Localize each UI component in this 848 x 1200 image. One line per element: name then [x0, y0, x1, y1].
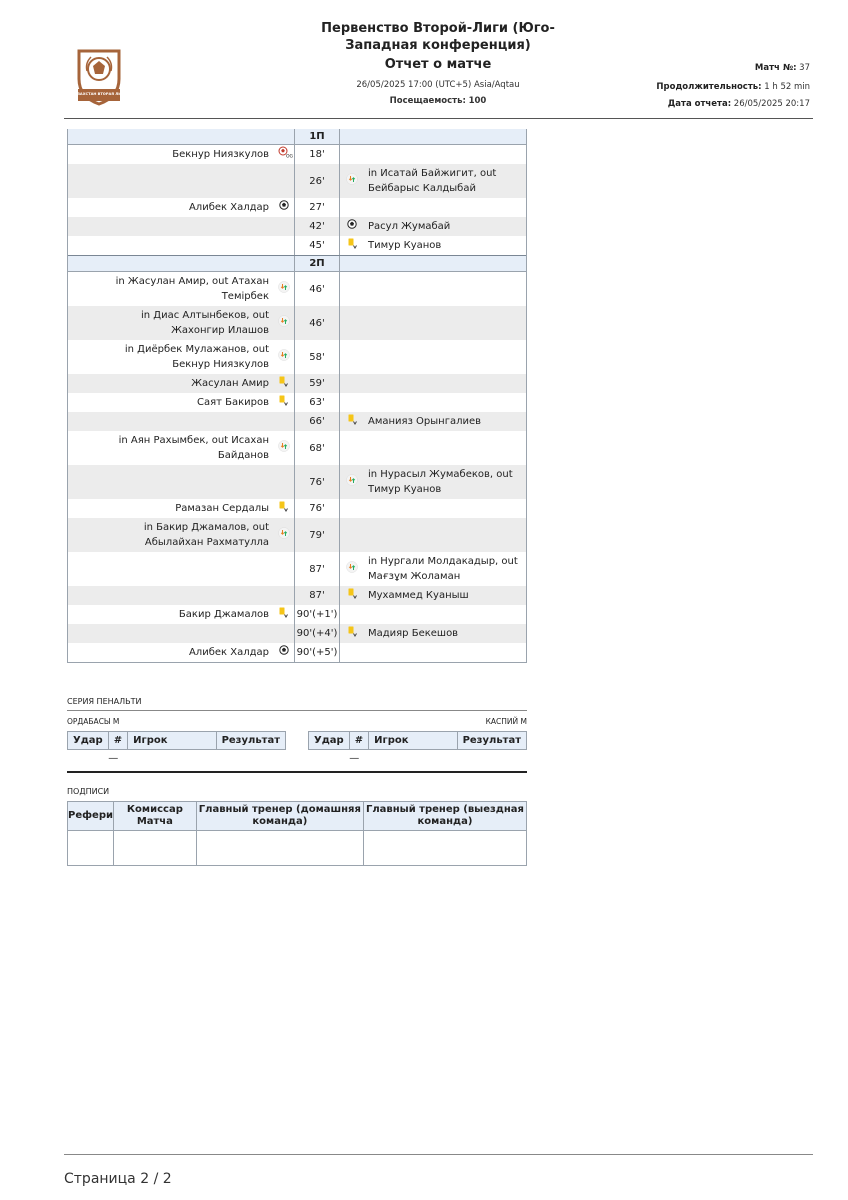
away-event-icon-cell [340, 586, 364, 605]
substitution-icon [278, 527, 290, 544]
away-event-icon-cell [340, 340, 364, 374]
event-row [68, 552, 526, 586]
penalty-empty-home: — [108, 753, 119, 765]
home-event-icon-cell [273, 643, 294, 662]
period-label: 1П [294, 129, 340, 144]
home-event-text: Саят Бакиров [196, 397, 269, 408]
home-event-text: in Бакир Джамалов, out Абылайхан Рахматулла [143, 522, 269, 548]
home-event-cell [68, 236, 273, 255]
event-row [68, 643, 526, 662]
duration-value: 1 h 52 min [764, 82, 810, 92]
signatures-table [67, 801, 527, 866]
away-event-cell [364, 586, 526, 605]
event-row [68, 605, 526, 624]
home-event-icon-cell [273, 374, 294, 393]
event-row [68, 412, 526, 431]
away-event-cell [364, 643, 526, 662]
home-event-icon-cell [273, 145, 294, 164]
away-event-text: Аманияз Орынгалиев [368, 416, 482, 427]
duration-label: Продолжительность: [656, 82, 762, 92]
event-minute: 66' [294, 412, 340, 431]
home-event-cell [68, 272, 273, 306]
away-event-icon-cell [340, 465, 364, 499]
away-event-icon-cell [340, 624, 364, 643]
away-event-icon-cell [340, 431, 364, 465]
goal-icon [279, 645, 289, 660]
event-minute: 46' [294, 272, 340, 306]
event-row [68, 217, 526, 236]
event-minute: 90'(+1') [294, 605, 340, 624]
away-event-cell [364, 198, 526, 217]
event-row [68, 272, 526, 306]
match-number [755, 63, 810, 73]
attendance [288, 96, 588, 106]
event-row [68, 393, 526, 412]
away-event-cell [364, 605, 526, 624]
event-minute: 45' [294, 236, 340, 255]
home-event-text: Рамазан Сердалы [175, 503, 269, 514]
substitution-icon [278, 349, 290, 366]
event-minute: 26' [294, 164, 340, 198]
goal-icon [279, 200, 289, 215]
home-event-icon-cell [273, 518, 294, 552]
home-event-cell [68, 518, 273, 552]
event-minute: 58' [294, 340, 340, 374]
event-row [68, 499, 526, 518]
home-event-cell [68, 145, 273, 164]
substitution-icon [346, 474, 358, 491]
home-event-cell [68, 431, 273, 465]
away-event-icon-cell [340, 374, 364, 393]
away-event-text: Тимур Куанов [368, 240, 442, 251]
penalty-col-kick: Удар [309, 732, 350, 750]
home-event-icon-cell [273, 431, 294, 465]
yellow-card-icon [278, 607, 289, 623]
away-event-text: Расул Жумабай [368, 221, 451, 232]
away-event-cell [364, 431, 526, 465]
home-event-icon-cell [273, 465, 294, 499]
match-duration [656, 82, 810, 92]
home-event-cell [68, 306, 273, 340]
yellow-card-icon [347, 626, 358, 642]
report-date-value: 26/05/2025 20:17 [733, 99, 810, 109]
away-event-icon-cell [340, 552, 364, 586]
substitution-icon [278, 440, 290, 457]
event-minute: 46' [294, 306, 340, 340]
penalty-home-team: ОРДАБАСЫ М [67, 717, 120, 726]
report-date [668, 99, 810, 109]
event-minute: 59' [294, 374, 340, 393]
home-event-cell [68, 374, 273, 393]
home-event-cell [68, 465, 273, 499]
event-row [68, 586, 526, 605]
event-minute: 76' [294, 465, 340, 499]
away-event-icon-cell [340, 217, 364, 236]
home-event-cell [68, 412, 273, 431]
report-title: Первенство Второй-Лиги (Юго-Западная конференция) [321, 21, 555, 53]
home-event-text: in Аян Рахымбек, out Исахан Байданов [118, 435, 269, 461]
home-event-cell [68, 198, 273, 217]
away-event-icon-cell [340, 145, 364, 164]
home-event-text: Жасулан Амир [191, 378, 269, 389]
report-date-label: Дата отчета: [667, 99, 732, 109]
event-minute: 18' [294, 145, 340, 164]
event-row [68, 145, 526, 164]
event-minute: 76' [294, 499, 340, 518]
away-event-cell [364, 552, 526, 586]
away-event-cell [364, 374, 526, 393]
away-event-text: in Нурасыл Жумабеков, out Тимур Куанов [368, 469, 513, 495]
away-event-icon-cell [340, 306, 364, 340]
own-goal-icon [278, 146, 293, 163]
substitution-icon [278, 281, 290, 298]
away-event-cell [364, 465, 526, 499]
yellow-card-icon [278, 376, 289, 392]
home-event-cell [68, 393, 273, 412]
event-row [68, 624, 526, 643]
away-event-icon-cell [340, 236, 364, 255]
away-event-cell [364, 412, 526, 431]
home-event-text: in Диёрбек Мулажанов, out Бекнур Ниязкулов [124, 344, 269, 370]
event-minute: 90'(+4') [294, 624, 340, 643]
away-event-text: in Исатай Байжигит, out Бейбарыс Калдыбай [368, 168, 497, 194]
home-event-icon-cell [273, 605, 294, 624]
home-event-cell [68, 217, 273, 236]
home-event-icon-cell [273, 164, 294, 198]
home-event-icon-cell [273, 217, 294, 236]
home-event-cell [68, 552, 273, 586]
footer-divider [64, 1154, 813, 1155]
svg-text:OG: OG [285, 154, 293, 160]
home-event-icon-cell [273, 306, 294, 340]
report-subtitle: Отчет о матче [384, 57, 492, 72]
home-event-icon-cell [273, 624, 294, 643]
goal-icon [347, 219, 357, 234]
home-event-text: Алибек Халдар [188, 202, 269, 213]
penalty-col-player: Игрок [369, 732, 457, 750]
penalty-col-player: Игрок [128, 732, 216, 750]
home-event-icon-cell [273, 586, 294, 605]
penalty-col-kick: Удар [68, 732, 109, 750]
penalty-col-number: # [349, 732, 368, 750]
home-event-icon-cell [273, 236, 294, 255]
penalty-section-title: СЕРИЯ ПЕНАЛЬТИ [67, 697, 142, 706]
home-event-cell [68, 624, 273, 643]
sig-col-referee: Рефери [68, 802, 114, 831]
away-event-cell [364, 217, 526, 236]
yellow-card-icon [278, 501, 289, 517]
away-event-cell [364, 145, 526, 164]
signatures-section-title: ПОДПИСИ [67, 787, 110, 796]
away-event-cell [364, 499, 526, 518]
home-event-icon-cell [273, 198, 294, 217]
event-row [68, 431, 526, 465]
event-minute: 27' [294, 198, 340, 217]
home-event-cell [68, 164, 273, 198]
event-minute: 68' [294, 431, 340, 465]
away-event-text: Мадияр Бекешов [368, 628, 459, 639]
away-event-cell [364, 164, 526, 198]
event-minute: 63' [294, 393, 340, 412]
home-event-cell [68, 643, 273, 662]
penalty-away-team: КАСПИЙ М [485, 717, 527, 726]
away-event-cell [364, 624, 526, 643]
away-event-cell [364, 306, 526, 340]
event-row [68, 164, 526, 198]
event-row [68, 518, 526, 552]
event-row [68, 198, 526, 217]
home-event-text: Алибек Халдар [188, 647, 269, 658]
period-header [68, 255, 526, 272]
away-event-cell [364, 236, 526, 255]
event-row [68, 236, 526, 255]
event-row [68, 465, 526, 499]
away-event-icon-cell [340, 198, 364, 217]
event-row [68, 340, 526, 374]
yellow-card-icon [347, 588, 358, 604]
match-datetime: 26/05/2025 17:00 (UTC+5) Asia/Aqtau [356, 80, 520, 90]
home-event-icon-cell [273, 340, 294, 374]
period-header [68, 129, 526, 145]
away-event-icon-cell [340, 393, 364, 412]
yellow-card-icon [278, 395, 289, 411]
home-event-icon-cell [273, 552, 294, 586]
league-logo [71, 49, 127, 106]
attendance-label: Посещаемость: [389, 96, 466, 106]
header-divider [64, 118, 813, 119]
penalty-bottom-divider [67, 771, 527, 773]
event-minute: 79' [294, 518, 340, 552]
penalty-col-result: Результат [457, 732, 526, 750]
penalty-table-away [308, 731, 527, 768]
away-event-icon-cell [340, 412, 364, 431]
sig-col-home-coach: Главный тренер (домашняя команда) [196, 802, 363, 831]
home-event-text: in Диас Алтынбеков, out Жахонгир Илашов [140, 310, 269, 336]
sig-cell-home-coach [196, 831, 363, 866]
home-event-text: Бакир Джамалов [178, 609, 269, 620]
svg-text:КАЗАХСТАН ВТОРАЯ ЛИГА: КАЗАХСТАН ВТОРАЯ ЛИГА [71, 92, 127, 96]
sig-cell-commissioner [113, 831, 196, 866]
home-event-icon-cell [273, 412, 294, 431]
away-event-cell [364, 393, 526, 412]
substitution-icon [346, 561, 358, 578]
home-event-text: in Жасулан Амир, out Атахан Темірбек [115, 276, 269, 302]
home-event-icon-cell [273, 499, 294, 518]
penalty-col-number: # [108, 732, 127, 750]
sig-col-away-coach: Главный тренер (выездная команда) [363, 802, 526, 831]
away-event-cell [364, 340, 526, 374]
penalty-divider [67, 710, 527, 711]
penalty-table-home [67, 731, 286, 768]
away-event-icon-cell [340, 518, 364, 552]
sig-col-commissioner: Комиссар Матча [113, 802, 196, 831]
sig-cell-referee [68, 831, 114, 866]
away-event-icon-cell [340, 164, 364, 198]
period-label: 2П [294, 256, 340, 271]
event-row [68, 306, 526, 340]
home-event-cell [68, 605, 273, 624]
away-event-cell [364, 272, 526, 306]
away-event-icon-cell [340, 272, 364, 306]
home-event-icon-cell [273, 393, 294, 412]
substitution-icon [278, 315, 290, 332]
event-row [68, 374, 526, 393]
away-event-cell [364, 518, 526, 552]
event-minute: 42' [294, 217, 340, 236]
page-number: Страница 2 / 2 [64, 1171, 172, 1187]
penalty-empty-away: — [349, 753, 360, 765]
away-event-icon-cell [340, 499, 364, 518]
match-number-label: Матч №: [754, 63, 797, 73]
yellow-card-icon [347, 238, 358, 254]
yellow-card-icon [347, 414, 358, 430]
home-event-cell [68, 340, 273, 374]
substitution-icon [346, 173, 358, 190]
home-event-cell [68, 586, 273, 605]
event-minute: 87' [294, 586, 340, 605]
events-table [67, 129, 527, 663]
away-event-text: in Нургали Молдакадыр, out Мағзұм Жоламан [368, 556, 518, 582]
home-event-text: Бекнур Ниязкулов [172, 149, 269, 160]
sig-cell-away-coach [363, 831, 526, 866]
event-minute: 87' [294, 552, 340, 586]
home-event-cell [68, 499, 273, 518]
attendance-value: 100 [468, 96, 487, 106]
away-event-icon-cell [340, 643, 364, 662]
home-event-icon-cell [273, 272, 294, 306]
match-number-value: 37 [799, 63, 810, 73]
away-event-icon-cell [340, 605, 364, 624]
event-minute: 90'(+5') [294, 643, 340, 662]
penalty-col-result: Результат [216, 732, 285, 750]
away-event-text: Мухаммед Куаныш [368, 590, 469, 601]
